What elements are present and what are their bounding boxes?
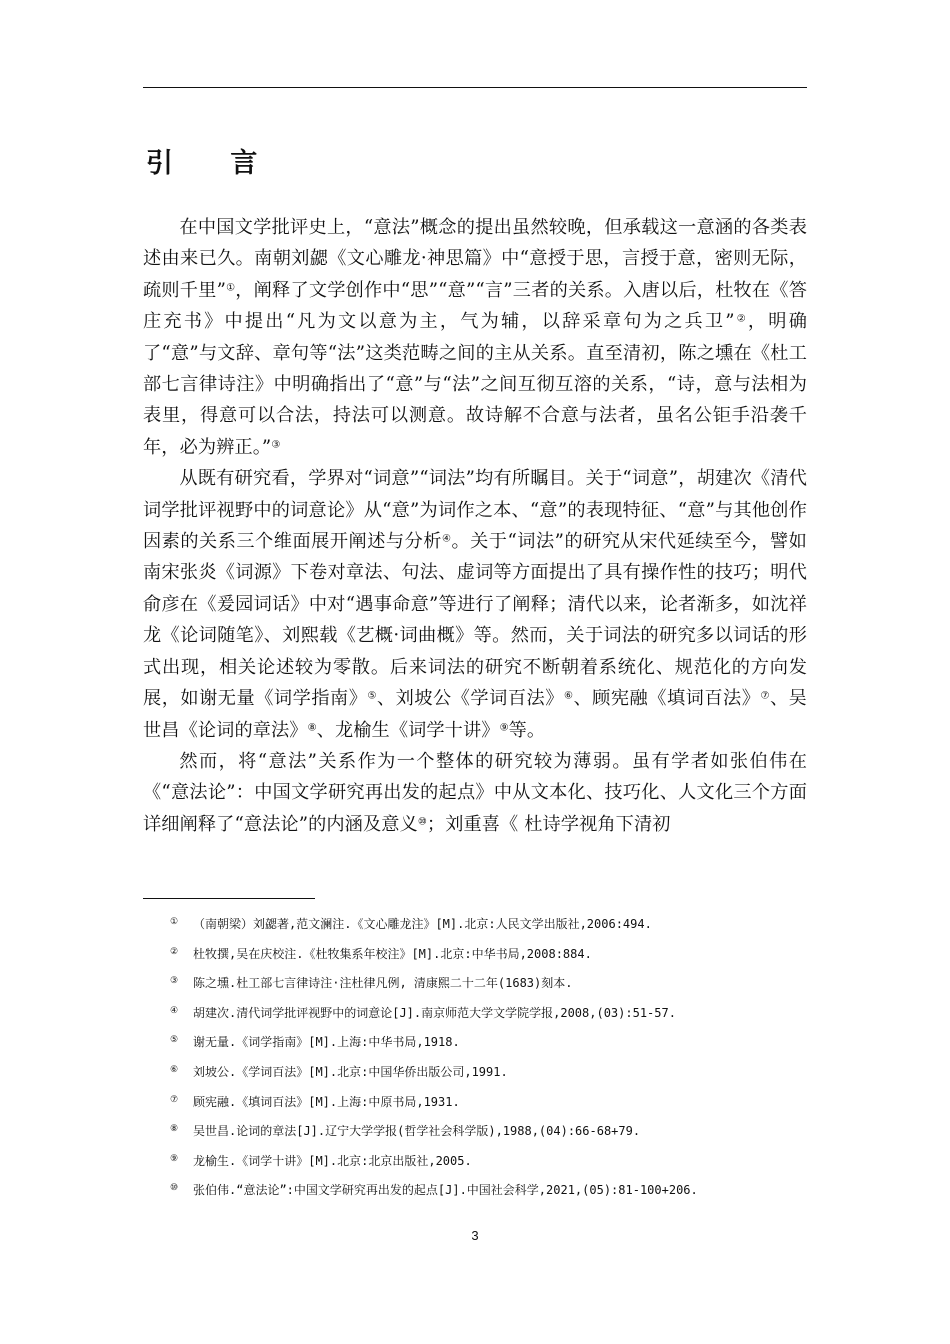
footnote-ref-1[interactable]: ① (225, 282, 236, 294)
footnote-item (170, 946, 810, 976)
paragraph-text: ，明确了“意”与文辞、章句等“法”这类范畴之间的主从关系。直至清初，陈之壎在《杜工部七言律诗注》中明确指出了“意”与“法”之间互彻互溶的关系，“诗，意与法相为表里，得意可以合法，持法可以测意。故诗解不合意与法者，虽名公钜手沿袭千年，必为辨正。” (143, 311, 807, 458)
footnote-text: 张伯伟.“意法论”:中国文学研究再出发的起点[J].中国社会科学,2021,(05):81-100+206. (193, 1183, 698, 1198)
footnote-item (170, 1182, 810, 1212)
footnote-item (170, 1094, 810, 1124)
footnote-item (170, 1123, 810, 1153)
body-text (143, 212, 807, 840)
footnote-text: 胡建次.清代词学批评视野中的词意论[J].南京师范大学文学院学报,2008,(03):51-57. (193, 1005, 676, 1020)
footnote-ref-2[interactable]: ② (734, 313, 748, 325)
paragraph-text: 、刘坡公《学词百法》 (376, 688, 564, 710)
paragraph-text: 从既有研究看，学界对“词意”“词法”均有所瞩目。关于“词意”，胡建次《清代词学批评视野中的词意论》从“意”为词作之本、“意”的表现特征、“意”与其他创作因素的关系三个维面展开阐述与分析 (143, 468, 807, 553)
footnote-mark: ⑥ (170, 1064, 179, 1075)
footnote-ref-10[interactable]: ⑩ (417, 816, 427, 828)
paragraph-1 (143, 212, 807, 463)
footnote-mark: ⑩ (170, 1183, 179, 1194)
page-number: 3 (471, 1228, 479, 1243)
paragraph-text: 。关于“词法”的研究从宋代延续至今，譬如南宋张炎《词源》下卷对章法、句法、虚词等方面提出了具有操作性的技巧；明代俞彦在《爰园词话》中对“遇事命意”等进行了阐释；清代以来，论者渐多，如沈祥龙《论词随笔》、刘熙载《艺概·词曲概》等。然而，关于词法的研究多以词话的形式出现，相关论述较为零散。后来词法的研究不断朝着系统化、规范化的方向发展，如谢无量《词学指南》 (143, 531, 807, 710)
paragraph-text: ；刘重喜《 杜诗学视角下清初 (426, 813, 671, 835)
footnote-text: 顾宪融.《填词百法》[M].上海:中原书局,1931. (193, 1094, 460, 1109)
paragraph-text: 、顾宪融《填词百法》 (573, 688, 761, 710)
footnote-ref-4[interactable]: ④ (441, 533, 452, 545)
footnote-text: 吴世昌.论词的章法[J].辽宁大学学报(哲学社会科学版),1988,(04):66-68+79. (193, 1124, 641, 1139)
paragraph-text: 等。 (508, 719, 546, 741)
footnote-text: 陈之壎.杜工部七言律诗注·注杜律凡例, 清康熙二十二年(1683)刻本. (193, 976, 573, 991)
footnote-text: 刘坡公.《学词百法》[M].北京:中国华侨出版公司,1991. (193, 1064, 508, 1079)
paragraph-text: ，阐释了文学创作中“思”“意”“言”三者的关系。入唐以后，杜牧在《答庄充书》中提出“凡为文以意为主，气为辅，以辞采章句为之兵卫” (143, 279, 807, 333)
footnote-ref-6[interactable]: ⑥ (563, 690, 574, 702)
footnote-ref-9[interactable]: ⑨ (499, 722, 509, 733)
footnote-mark: ③ (170, 976, 179, 987)
paragraph-text: 、吴世昌《论词的章法》 (143, 688, 807, 741)
footnote-text: （南朝梁）刘勰著,范文澜注.《文心雕龙注》[M].北京:人民文学出版社,2006:494. (193, 917, 652, 931)
section-heading: 引 言 (146, 148, 282, 179)
footnote-ref-5[interactable]: ⑤ (367, 690, 377, 702)
footnote-ref-8[interactable]: ⑧ (307, 722, 317, 733)
footnote-mark: ② (170, 946, 179, 957)
footnote-mark: ① (170, 917, 179, 927)
footnote-item (170, 1153, 810, 1183)
footnote-text: 龙榆生.《词学十讲》[M].北京:北京出版社,2005. (193, 1153, 472, 1168)
paragraph-3 (143, 746, 807, 840)
footnote-ref-7[interactable]: ⑦ (760, 690, 770, 702)
footnote-separator (143, 898, 315, 899)
paragraph-text: 、龙榆生《词学十讲》 (316, 719, 500, 741)
footnote-mark: ⑦ (170, 1094, 179, 1105)
footnote-item (170, 1005, 810, 1035)
header-rule (143, 87, 807, 88)
footnote-item (170, 1034, 810, 1064)
footnote-text: 杜牧撰,吴在庆校注.《杜牧集系年校注》[M].北京:中华书局,2008:884. (193, 946, 592, 961)
footnote-mark: ⑤ (170, 1035, 179, 1046)
footnote-mark: ⑧ (170, 1124, 179, 1135)
footnote-item (170, 1064, 810, 1094)
footnote-item (170, 916, 810, 946)
paragraph-text: 然而，将“意法”关系作为一个整体的研究较为薄弱。虽有学者如张伯伟在《“意法论”：中国文学研究再出发的起点》中从文本化、技巧化、人文化三个方面详细阐释了“意法论”的内涵及意义 (143, 750, 807, 835)
footnote-mark: ④ (170, 1005, 179, 1016)
paragraph-2 (143, 463, 807, 746)
paragraph-text: 在中国文学批评史上，“意法”概念的提出虽然较晚，但承载这一意涵的各类表述由来已久。南朝刘勰《文心雕龙·神思篇》中“意授于思，言授于意，密则无际，疏则千里” (143, 217, 807, 301)
footnote-ref-3[interactable]: ③ (271, 439, 281, 451)
footnote-mark: ⑨ (170, 1153, 179, 1164)
footnote-list (170, 916, 810, 1212)
footnote-text: 谢无量.《词学指南》[M].上海:中华书局,1918. (193, 1035, 460, 1050)
footnote-item (170, 975, 810, 1005)
